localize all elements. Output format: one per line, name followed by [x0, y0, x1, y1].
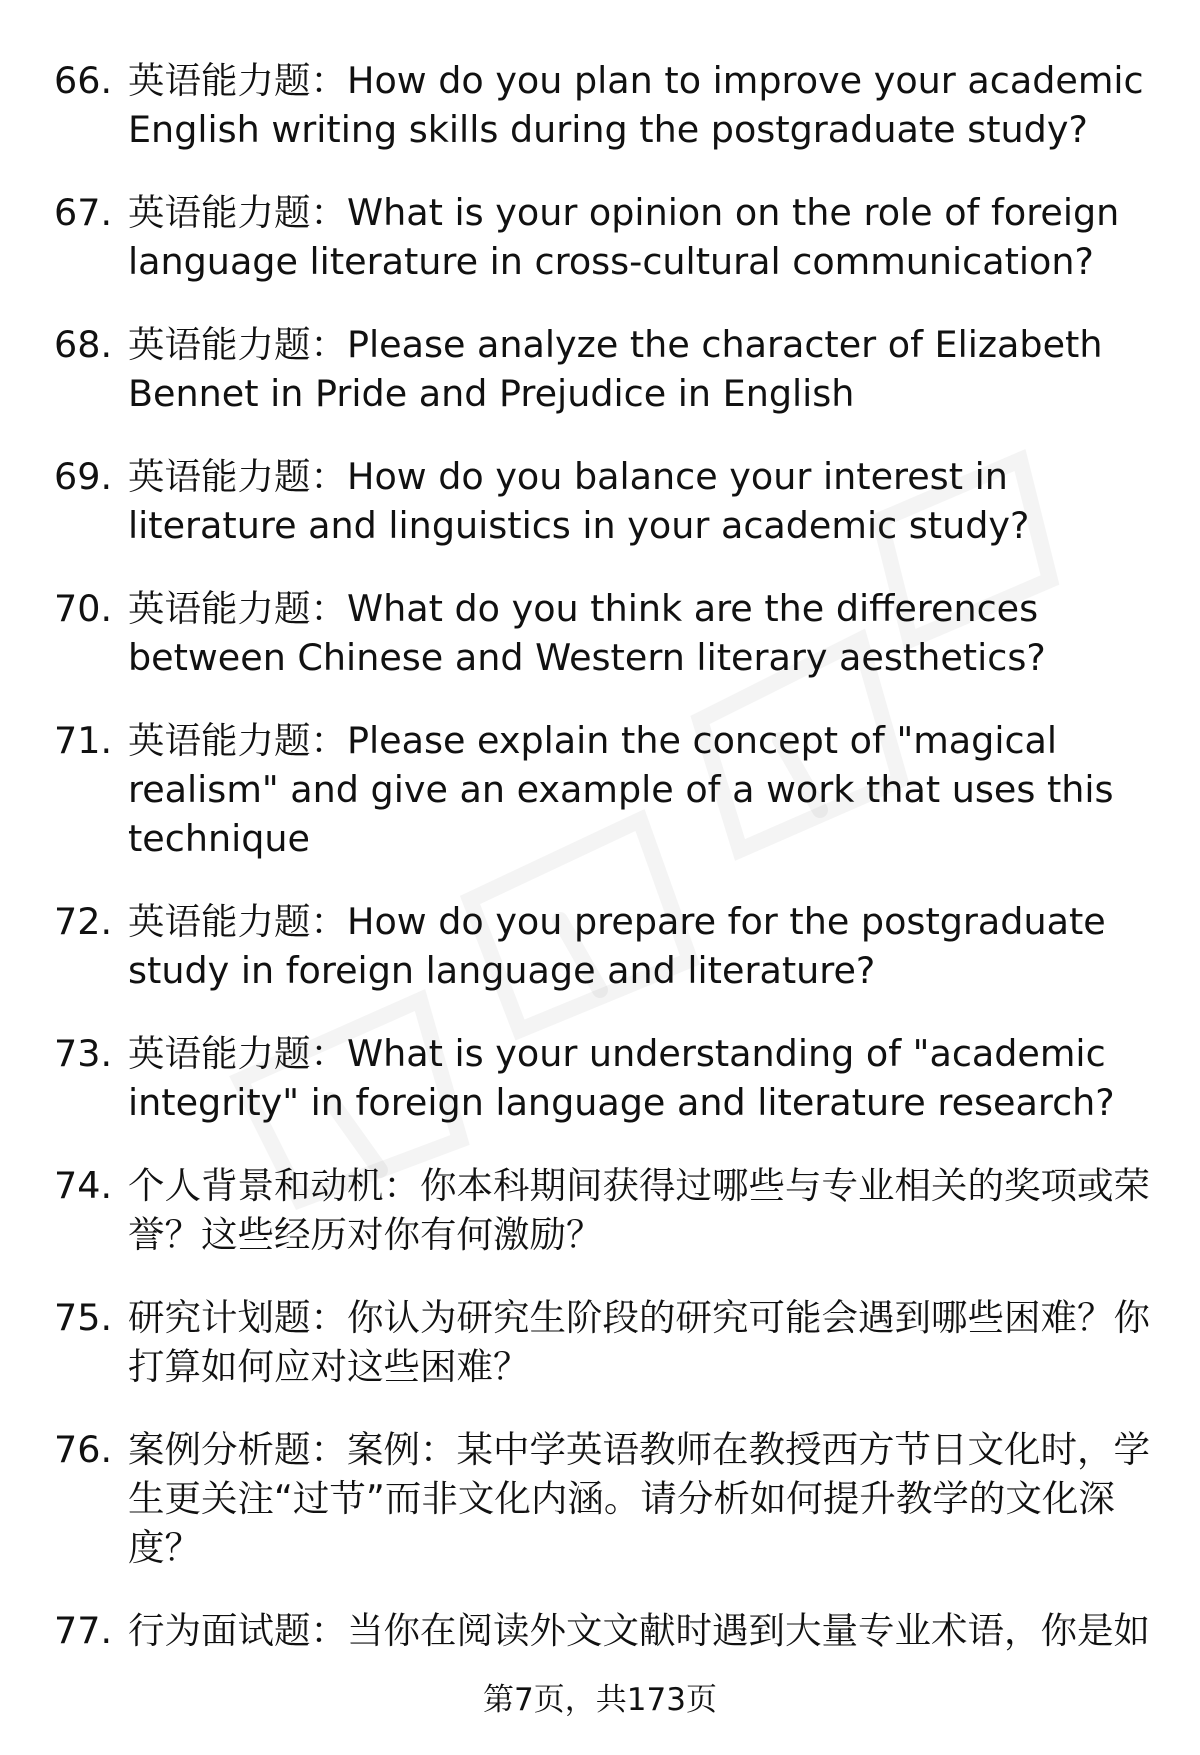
question-item-69 — [0, 452, 1200, 550]
question-text: 英语能力题：What is your opinion on the role of foreign language literature in cross-cultural communication? — [128, 191, 1120, 283]
question-number: 71. — [54, 719, 113, 762]
question-item-66 — [0, 56, 1200, 154]
question-item-71 — [0, 716, 1200, 863]
question-item-77 — [0, 1606, 1200, 1655]
question-number: 77. — [54, 1609, 113, 1652]
question-item-73 — [0, 1029, 1200, 1127]
question-number: 68. — [54, 323, 113, 366]
question-text: 英语能力题：What is your understanding of "academic integrity" in foreign language and literature research? — [128, 1032, 1115, 1124]
question-text: 英语能力题：How do you prepare for the postgraduate study in foreign language and literature? — [128, 900, 1106, 992]
question-number: 66. — [54, 59, 113, 102]
question-text: 个人背景和动机：你本科期间获得过哪些与专业相关的奖项或荣誉？这些经历对你有何激励？ — [128, 1164, 1150, 1256]
question-number: 76. — [54, 1428, 113, 1471]
question-text: 行为面试题：当你在阅读外文文献时遇到大量专业术语，你是如 — [128, 1609, 1150, 1652]
question-item-68 — [0, 320, 1200, 418]
question-item-67 — [0, 188, 1200, 286]
question-number: 72. — [54, 900, 113, 943]
question-number: 70. — [54, 587, 113, 630]
page-footer: 第7页，共173页 — [483, 1682, 717, 1718]
question-text: 英语能力题：How do you plan to improve your academic English writing skills during the postgraduate study? — [128, 59, 1144, 151]
question-number: 73. — [54, 1032, 113, 1075]
question-number: 69. — [54, 455, 113, 498]
question-number: 75. — [54, 1296, 113, 1339]
question-item-74 — [0, 1161, 1200, 1259]
question-text: 英语能力题：Please explain the concept of "magical realism" and give an example of a work that uses this technique — [128, 719, 1114, 860]
question-number: 74. — [54, 1164, 113, 1207]
question-item-70 — [0, 584, 1200, 682]
question-list — [0, 56, 1200, 1689]
question-item-76 — [0, 1425, 1200, 1572]
question-text: 英语能力题：How do you balance your interest in literature and linguistics in your academic study? — [128, 455, 1030, 547]
question-text: 研究计划题：你认为研究生阶段的研究可能会遇到哪些困难？你打算如何应对这些困难？ — [128, 1296, 1150, 1388]
question-text: 英语能力题：Please analyze the character of Elizabeth Bennet in Pride and Prejudice in English — [128, 323, 1103, 415]
question-item-72 — [0, 897, 1200, 995]
question-text: 案例分析题：案例：某中学英语教师在教授西方节日文化时，学生更关注“过节”而非文化内涵。请分析如何提升教学的文化深度？ — [128, 1428, 1150, 1569]
question-item-75 — [0, 1293, 1200, 1391]
question-number: 67. — [54, 191, 113, 234]
question-text: 英语能力题：What do you think are the differences between Chinese and Western literary aesthetics? — [128, 587, 1046, 679]
